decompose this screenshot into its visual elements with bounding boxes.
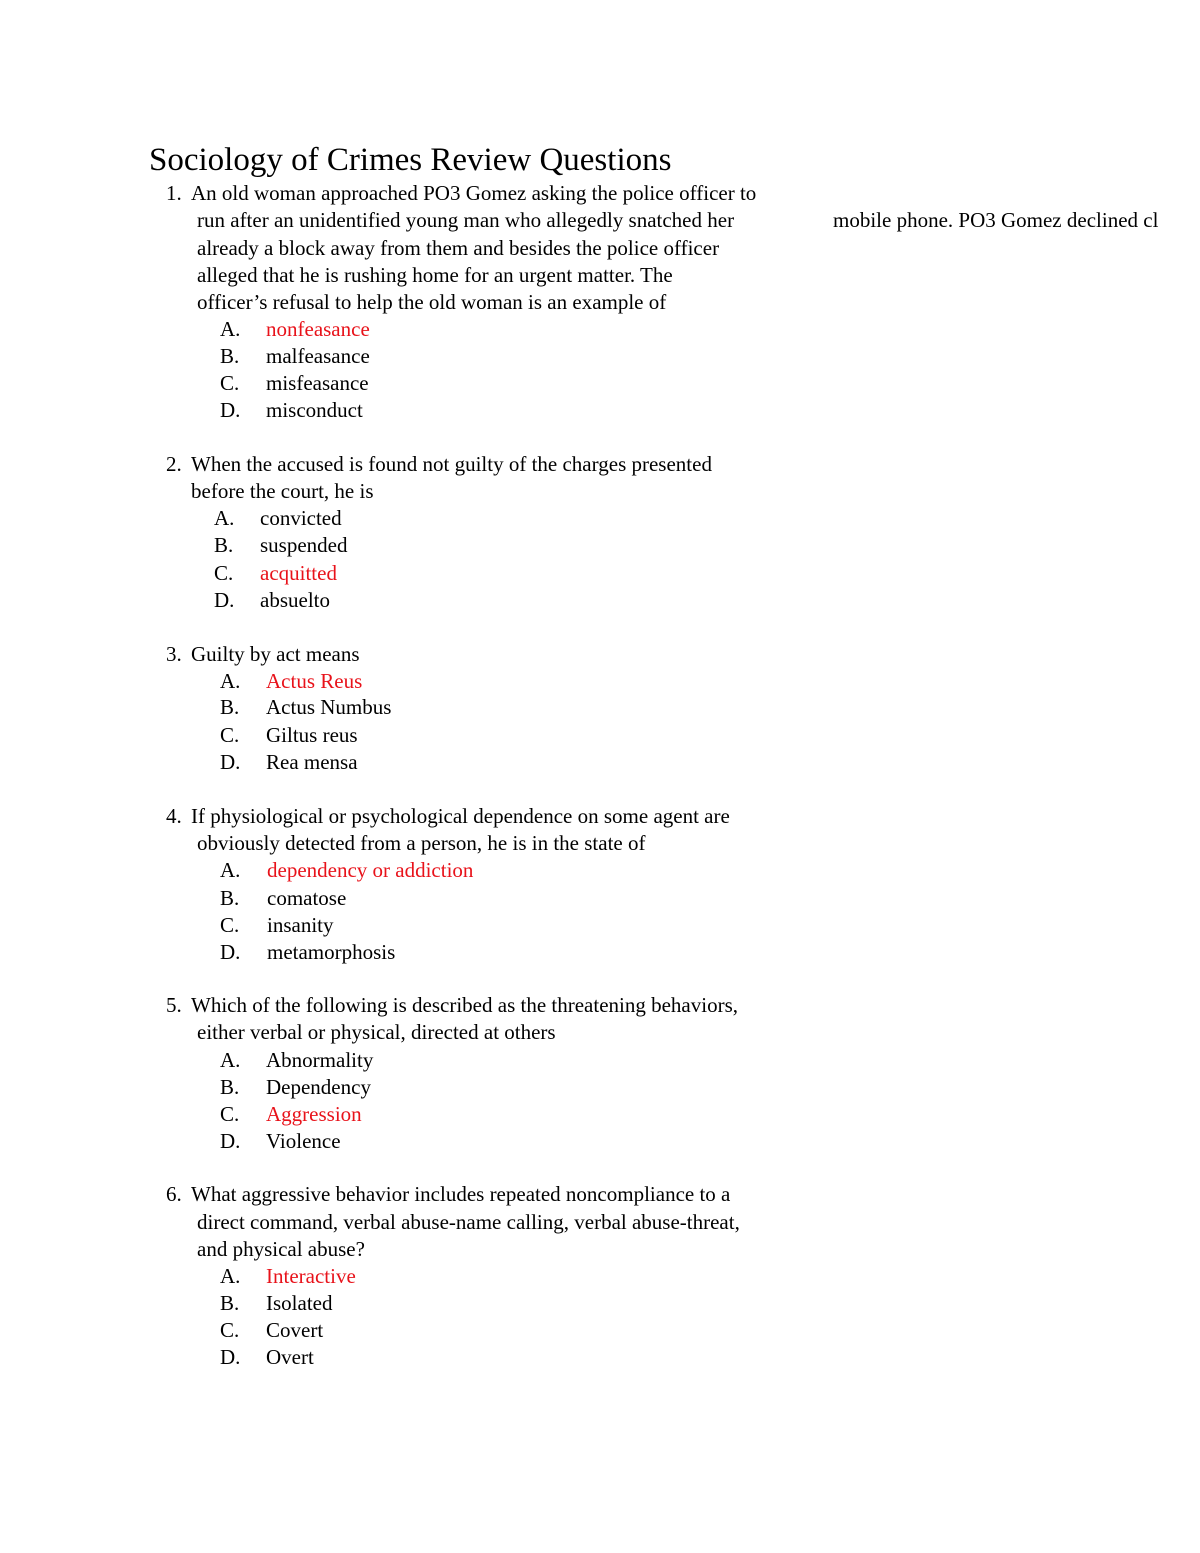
question-3-choice-c-text: Giltus reus [266, 723, 358, 747]
question-4-choice-a-text: dependency or addiction [267, 858, 474, 882]
page-title: Sociology of Crimes Review Questions [149, 142, 672, 178]
question-3-choice-b-letter: B. [220, 695, 240, 719]
question-6-choice-b-letter: B. [220, 1291, 240, 1315]
question-5-choice-c-text: Aggression [266, 1102, 362, 1126]
question-6-choice-c-text: Covert [266, 1318, 324, 1342]
question-3-choice-b-text: Actus Numbus [266, 695, 392, 719]
question-5-choice-b-letter: B. [220, 1075, 240, 1099]
question-1-choice-a-text: nonfeasance [266, 317, 370, 341]
question-4-text-line: obviously detected from a person, he is in the state of [197, 831, 646, 855]
question-1-choice-c-text: misfeasance [266, 371, 369, 395]
question-2-number: 2. [166, 452, 182, 476]
question-4-text-line: If physiological or psychological dependence on some agent are [191, 804, 730, 828]
question-4-choice-c-letter: C. [220, 913, 240, 937]
question-2-choice-c-letter: C. [214, 561, 234, 585]
question-3-choice-a-letter: A. [220, 669, 241, 693]
question-2-text-line: before the court, he is [191, 479, 374, 503]
question-1-text-line: already a block away from them and besides the police officer [197, 236, 720, 260]
question-6-choice-c-letter: C. [220, 1318, 240, 1342]
question-3-choice-d-letter: D. [220, 750, 241, 774]
question-6-choice-b-text: Isolated [266, 1291, 333, 1315]
question-4-choice-b-text: comatose [267, 886, 347, 910]
question-6-text-line: and physical abuse? [197, 1237, 365, 1261]
question-1-text-line: run after an unidentified young man who allegedly snatched her [197, 208, 735, 232]
question-3-choice-d-text: Rea mensa [266, 750, 358, 774]
question-2-choice-d-text: absuelto [260, 588, 330, 612]
question-4-number: 4. [166, 804, 182, 828]
question-4-choice-d-letter: D. [220, 940, 241, 964]
question-6-text-line: direct command, verbal abuse-name calling, verbal abuse-threat, [197, 1210, 740, 1234]
question-2-choice-c-text: acquitted [260, 561, 337, 585]
question-4-choice-a-letter: A. [220, 858, 241, 882]
question-2-choice-b-letter: B. [214, 533, 234, 557]
question-1-choice-b-text: malfeasance [266, 344, 370, 368]
question-3-choice-c-letter: C. [220, 723, 240, 747]
question-5-choice-a-text: Abnormality [266, 1048, 374, 1072]
question-1-number: 1. [166, 181, 182, 205]
question-1-choice-b-letter: B. [220, 344, 240, 368]
question-6-text-line: What aggressive behavior includes repeated noncompliance to a [191, 1182, 731, 1206]
question-1-overflow-text: mobile phone. PO3 Gomez declined cl [833, 208, 1159, 232]
question-5-choice-a-letter: A. [220, 1048, 241, 1072]
question-3-number: 3. [166, 642, 182, 666]
question-2-text-line: When the accused is found not guilty of the charges presented [191, 452, 712, 476]
question-2-choice-a-letter: A. [214, 506, 235, 530]
question-5-choice-d-text: Violence [266, 1129, 341, 1153]
question-2-choice-b-text: suspended [260, 533, 348, 557]
question-5-choice-b-text: Dependency [266, 1075, 371, 1099]
question-6-choice-a-letter: A. [220, 1264, 241, 1288]
question-1-choice-d-letter: D. [220, 398, 241, 422]
question-5-choice-c-letter: C. [220, 1102, 240, 1126]
question-2-choice-d-letter: D. [214, 588, 235, 612]
question-6-choice-d-letter: D. [220, 1345, 241, 1369]
question-1-text-line: officer’s refusal to help the old woman is an example of [197, 290, 667, 314]
question-5-number: 5. [166, 993, 182, 1017]
question-6-number: 6. [166, 1182, 182, 1206]
question-2-choice-a-text: convicted [260, 506, 342, 530]
question-5-choice-d-letter: D. [220, 1129, 241, 1153]
question-3-choice-a-text: Actus Reus [266, 669, 363, 693]
question-4-choice-d-text: metamorphosis [267, 940, 396, 964]
question-5-text-line: Which of the following is described as the threatening behaviors, [191, 993, 739, 1017]
question-1-choice-c-letter: C. [220, 371, 240, 395]
question-4-choice-b-letter: B. [220, 886, 240, 910]
question-3-text-line: Guilty by act means [191, 642, 360, 666]
question-1-text-line: alleged that he is rushing home for an urgent matter. The [197, 263, 673, 287]
question-4-choice-c-text: insanity [267, 913, 334, 937]
question-1-choice-d-text: misconduct [266, 398, 363, 422]
question-5-text-line: either verbal or physical, directed at others [197, 1020, 556, 1044]
question-6-choice-a-text: Interactive [266, 1264, 356, 1288]
question-1-choice-a-letter: A. [220, 317, 241, 341]
question-6-choice-d-text: Overt [266, 1345, 314, 1369]
question-1-text-line: An old woman approached PO3 Gomez asking the police officer to [191, 181, 757, 205]
